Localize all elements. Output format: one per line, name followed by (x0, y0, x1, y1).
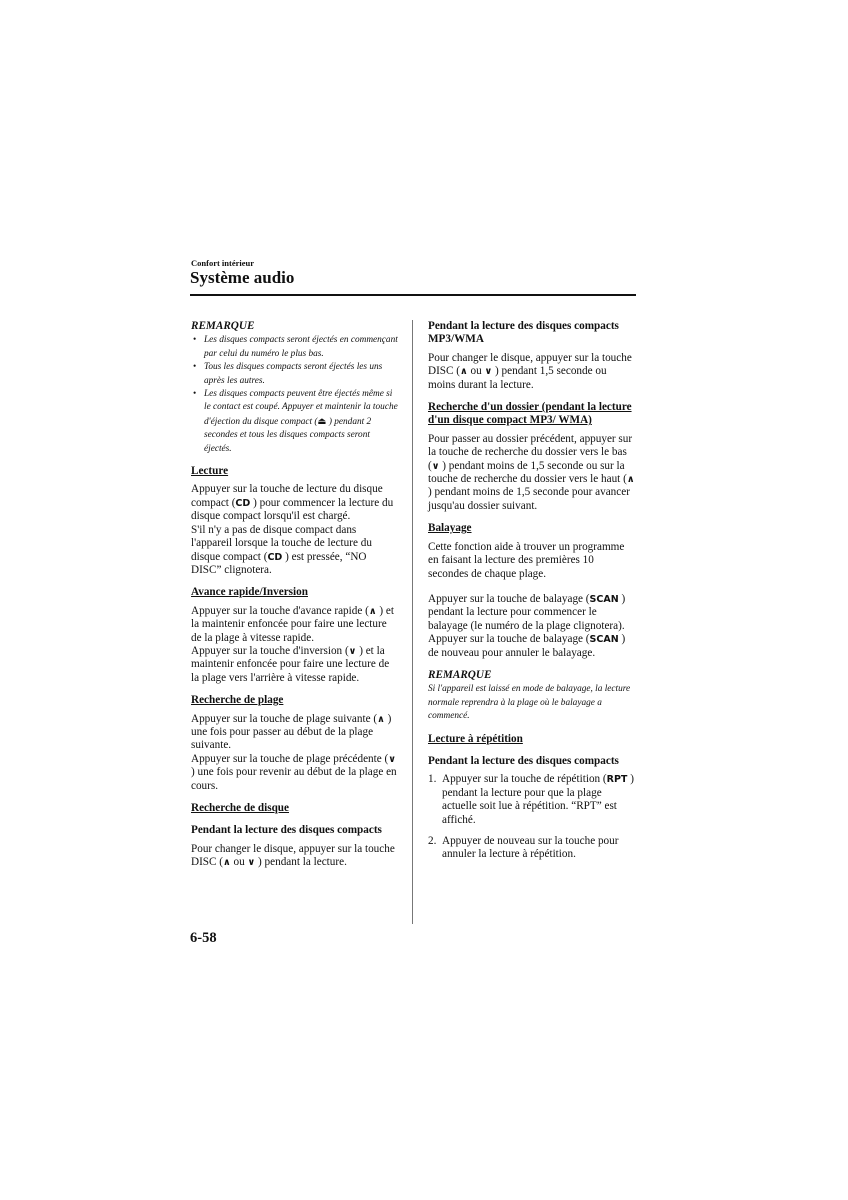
paragraph: Appuyer sur la touche d'inversion (∨ ) et la maintenir enfoncée pour faire une lecture de la plage vers l'arrière à vitesse rapide. (191, 644, 390, 684)
page-number: 6-58 (190, 930, 217, 946)
down-arrow-icon: ∨ (388, 753, 396, 765)
note-item: • Les disques compacts peuvent être éjectés même si le contact est coupé. Appuyer et maintenir la touche d'éjection du disque compact (⏏ ) pendant 2 secondes et tous les disques compacts seront éjectés. (191, 388, 399, 456)
heading-lecture-repetition: Lecture à répétition (428, 732, 523, 745)
note-item: • Les disques compacts seront éjectés en commençant par celui du numéro le plus bas. (191, 334, 399, 361)
step-item: 1. Appuyer sur la touche de répétition (RPT ) pendant la lecture pour que la plage actuelle soit lue à répétition. “RPT” est affiché. (428, 773, 634, 826)
up-arrow-icon: ∧ (460, 366, 468, 378)
subheading: Pendant la lecture des disques compacts (191, 824, 382, 837)
paragraph: Appuyer sur la touche de plage précédente (∨ ) une fois pour revenir au début de la plage en cours. (191, 752, 397, 792)
paragraph: Pour passer au dossier précédent, appuyer sur la touche de recherche du dossier vers le bas (∨ ) pendant moins de 1,5 seconde ou sur la touche de recherche du dossier vers le haut (∧ ) pendant moins de 1,5 seconde pour avancer jusqu'au dossier suivant. (428, 432, 635, 512)
heading-balayage: Balayage (428, 522, 472, 535)
up-arrow-icon: ∧ (368, 605, 377, 617)
down-arrow-icon: ∨ (348, 645, 357, 657)
up-arrow-icon: ∧ (626, 474, 635, 486)
note-list (191, 334, 399, 456)
heading-lecture: Lecture (191, 465, 229, 478)
section-label: Confort intérieur (191, 258, 255, 268)
note-item: • Tous les disques compacts seront éjectés les uns après les autres. (191, 361, 399, 388)
paragraph: Appuyer sur la touche de lecture du disque compact (CD ) pour commencer la lecture du disque compact lorsqu'il est chargé. (191, 483, 394, 523)
down-arrow-icon: ∨ (484, 366, 493, 378)
paragraph: S'il n'y a pas de disque compact dans l'appareil lorsque la touche de lecture du disque compact (CD ) est pressée, “NO DISC” clignotera. (191, 523, 372, 576)
paragraph: Appuyer sur la touche de plage suivante (∧ ) une fois pour passer au début de la plage suivante. (191, 712, 392, 752)
paragraph: Cette fonction aide à trouver un programme en faisant la lecture des premières 10 secondes de chaque plage. (428, 540, 625, 580)
note-heading: REMARQUE (191, 320, 255, 332)
paragraph: Pour changer le disque, appuyer sur la touche DISC (∧ ou ∨ ) pendant 1,5 seconde ou moins durant la lecture. (428, 351, 632, 391)
up-arrow-icon: ∧ (377, 713, 385, 725)
paragraph: Appuyer sur la touche de balayage (SCAN ) pendant la lecture pour commencer le balayage (le numéro de la plage clignotera). (428, 592, 626, 632)
cd-icon: CD (235, 497, 251, 509)
steps-list (428, 773, 636, 861)
paragraph: Appuyer sur la touche d'avance rapide (∧ ) et la maintenir enfoncée pour faire une lecture de la plage à vitesse rapide. (191, 604, 394, 644)
up-arrow-icon: ∧ (223, 857, 231, 869)
left-column (191, 320, 399, 870)
right-column (428, 320, 636, 870)
note-text: Si l'appareil est laissé en mode de balayage, la lecture normale reprendra à la plage où le balayage a commencé. (428, 684, 631, 722)
eject-icon: ⏏ (317, 415, 327, 427)
column-divider (412, 320, 413, 924)
subheading: Pendant la lecture des disques compacts (428, 754, 619, 767)
scan-icon: SCAN (589, 634, 619, 646)
spacer (428, 581, 636, 593)
heading-recherche-plage: Recherche de plage (191, 694, 284, 707)
paragraph: Pour changer le disque, appuyer sur la touche DISC (∧ ou ∨ ) pendant la lecture. (191, 842, 395, 869)
scan-icon: SCAN (589, 593, 619, 605)
step-item: 2. Appuyer de nouveau sur la touche pour annuler la lecture à répétition. (428, 835, 619, 861)
cd-icon: CD (267, 551, 283, 563)
title-rule (190, 294, 636, 296)
down-arrow-icon: ∨ (431, 460, 440, 472)
heading-recherche-dossier: Recherche d'un dossier (pendant la lecture d'un disque compact MP3/ WMA) (428, 401, 632, 427)
heading-avance-rapide: Avance rapide/Inversion (191, 586, 308, 599)
down-arrow-icon: ∨ (247, 857, 256, 869)
page-title: Système audio (190, 268, 295, 287)
note-heading: REMARQUE (428, 668, 492, 681)
rpt-icon: RPT (606, 774, 628, 786)
subheading: Pendant la lecture des disques compacts MP3/WMA (428, 320, 619, 346)
paragraph: Appuyer sur la touche de balayage (SCAN ) de nouveau pour annuler le balayage. (428, 633, 626, 659)
heading-recherche-disque: Recherche de disque (191, 802, 289, 814)
